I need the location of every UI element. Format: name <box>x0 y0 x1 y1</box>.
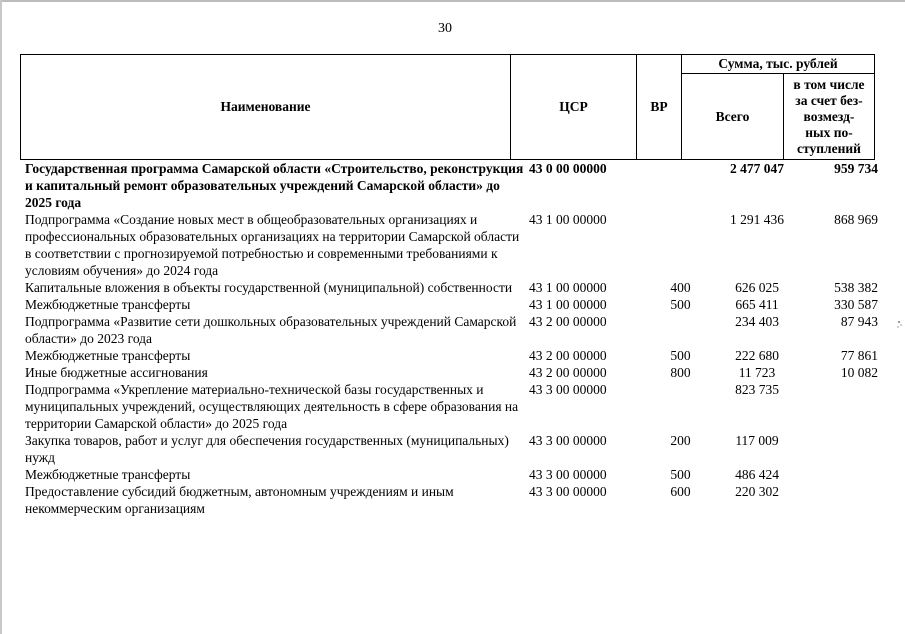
row-name: Подпрограмма «Укрепление материально-технической базы государственных и муниципальных учреждений, осуществляющих деятельность в сфере образования на территории Самарской области» до 2025 года <box>25 382 519 431</box>
row-name: Капитальные вложения в объекты государственной (муниципальной) собственности <box>25 280 513 295</box>
row-total: 2 477 047 <box>730 161 784 176</box>
row-name: Закупка товаров, работ и услуг для обеспечения государственных (муниципальных) нужд <box>25 433 509 465</box>
row-csr: 43 2 00 00000 <box>529 365 607 380</box>
row-total: 823 735 <box>735 382 779 397</box>
table-row <box>25 466 885 483</box>
row-vr: 400 <box>670 280 691 295</box>
row-csr: 43 3 00 00000 <box>529 433 607 448</box>
table-row <box>25 279 885 296</box>
row-vr: 500 <box>670 467 691 482</box>
row-bezvozmezdnye: 959 734 <box>834 161 878 176</box>
row-bezvozmezdnye: 868 969 <box>834 212 878 227</box>
row-name: Межбюджетные трансферты <box>25 467 191 482</box>
row-csr: 43 3 00 00000 <box>529 382 607 397</box>
row-total: 234 403 <box>735 314 779 329</box>
table-row <box>25 381 885 432</box>
row-total: 220 302 <box>735 484 779 499</box>
row-csr: 43 3 00 00000 <box>529 484 607 499</box>
row-name: Государственная программа Самарской области «Строительство, реконструкция и капитальный ремонт образовательных учреждений Самарской области» до 2025 года <box>25 161 524 210</box>
row-vr: 500 <box>670 348 691 363</box>
row-total: 486 424 <box>735 467 779 482</box>
row-vr <box>659 160 702 211</box>
row-name: Предоставление субсидий бюджетным, автономным учреждениям и иным некоммерческим организациям <box>25 484 454 516</box>
header-total: Всего <box>681 73 784 160</box>
scan-edge-top <box>0 0 905 2</box>
row-csr: 43 2 00 00000 <box>529 314 607 329</box>
row-bezvozmezdnye: 330 587 <box>834 297 878 312</box>
row-csr: 43 1 00 00000 <box>529 212 607 227</box>
row-csr: 43 3 00 00000 <box>529 467 607 482</box>
row-total: 626 025 <box>735 280 779 295</box>
table-row <box>25 160 885 211</box>
row-name: Подпрограмма «Создание новых мест в общеобразовательных организациях и профессиональных образовательных организациях на территории Самарской области в соответствии с прогнозируемой потребностью и современными требованиями к условиям обучения» до 2024 года <box>25 212 520 278</box>
row-name: Межбюджетные трансферты <box>25 297 191 312</box>
row-total: 665 411 <box>735 297 779 312</box>
row-bezvozmezdnye: 10 082 <box>840 365 878 380</box>
row-name: Иные бюджетные ассигнования <box>25 365 208 380</box>
header-vr: ВР <box>636 54 682 160</box>
row-csr: 43 1 00 00000 <box>529 297 607 312</box>
row-csr: 43 0 00 00000 <box>529 161 607 176</box>
table-row <box>25 483 885 517</box>
row-bezvozmezdnye: 77 861 <box>840 348 878 363</box>
row-total: 222 680 <box>735 348 779 363</box>
row-vr: 500 <box>670 297 691 312</box>
row-bezvozmezdnye: 538 382 <box>834 280 878 295</box>
row-bezvozmezdnye <box>812 483 878 517</box>
row-name: Межбюджетные трансферты <box>25 348 191 363</box>
table-row <box>25 211 885 279</box>
table-row <box>25 347 885 364</box>
row-vr <box>659 381 702 432</box>
row-total: 1 291 436 <box>730 212 784 227</box>
header-bezvozmezdnye: в том числе за счет без- возмезд- ных по- ступлений <box>783 73 875 160</box>
row-total: 11 723 <box>738 365 776 380</box>
row-vr: 600 <box>670 484 691 499</box>
header-sum: Сумма, тыс. рублей <box>681 54 875 74</box>
table-body <box>25 160 885 517</box>
row-bezvozmezdnye: 87 943 <box>840 314 878 329</box>
row-csr: 43 1 00 00000 <box>529 280 607 295</box>
table-row <box>25 432 885 466</box>
table-row <box>25 364 885 381</box>
row-total: 117 009 <box>735 433 779 448</box>
row-vr <box>659 211 702 279</box>
row-bezvozmezdnye <box>812 381 878 432</box>
row-vr <box>659 313 702 347</box>
row-vr: 800 <box>670 365 691 380</box>
scan-edge-left <box>0 0 2 634</box>
row-bezvozmezdnye <box>812 466 878 483</box>
table-row <box>25 296 885 313</box>
row-bezvozmezdnye <box>812 432 878 466</box>
header-name: Наименование <box>20 54 511 160</box>
row-vr: 200 <box>670 433 691 448</box>
row-csr: 43 2 00 00000 <box>529 348 607 363</box>
table-row <box>25 313 885 347</box>
header-csr: ЦСР <box>510 54 637 160</box>
scan-speck-mark <box>893 318 905 330</box>
page-number: 30 <box>438 21 452 36</box>
row-name: Подпрограмма «Развитие сети дошкольных образовательных учреждений Самарской области» до 2023 года <box>25 314 517 346</box>
